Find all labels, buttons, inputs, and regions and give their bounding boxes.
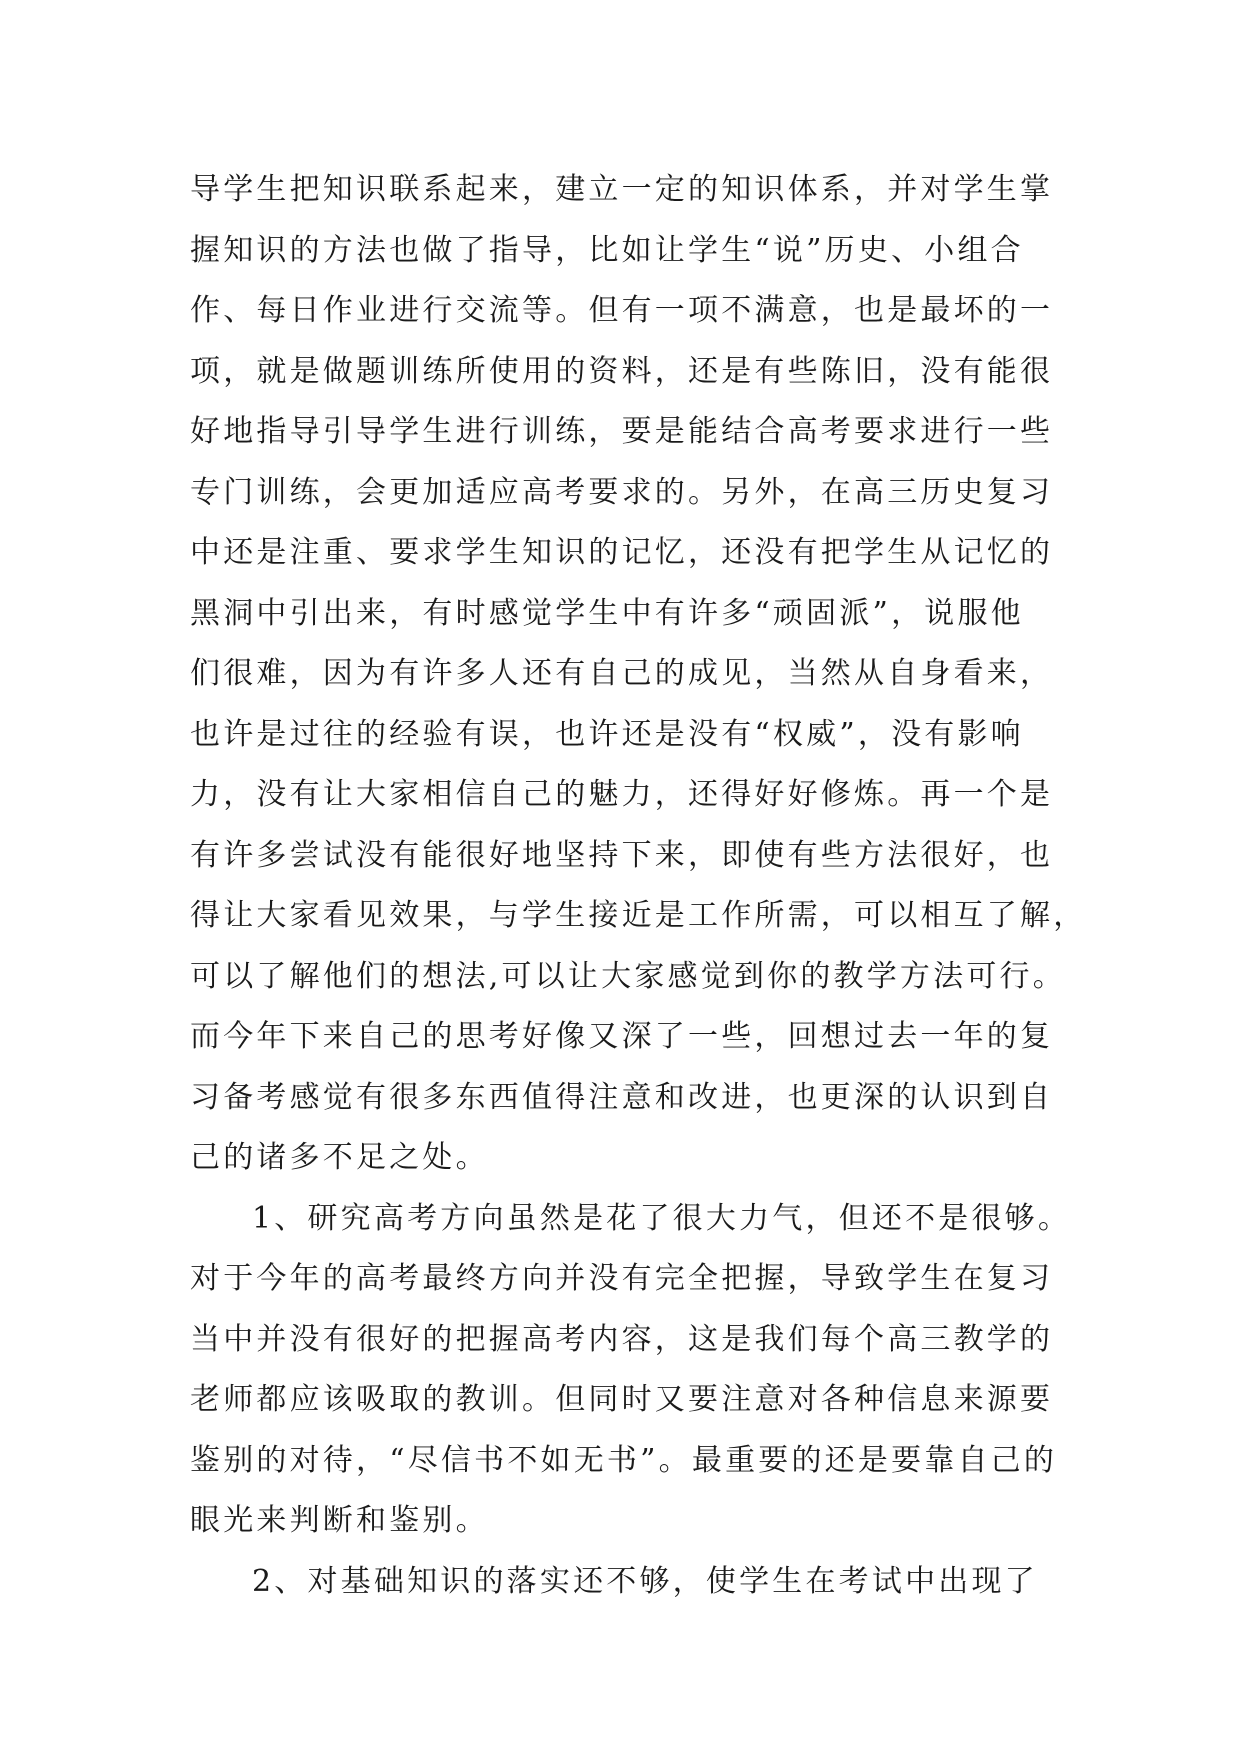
text-line: 好地指导引导学生进行训练，要是能结合高考要求进行一些 xyxy=(190,414,1054,449)
text-line: 而今年下来自己的思考好像又深了一些，回想过去一年的复 xyxy=(190,1019,1054,1054)
text-line: 当中并没有很好的把握高考内容，这是我们每个高三教学的 xyxy=(190,1321,1054,1357)
text-line: 习备考感觉有很多东西值得注意和改进，也更深的认识到自 xyxy=(190,1079,1054,1115)
text-line: 有许多尝试没有能很好地坚持下来，即使有些方法很好，也 xyxy=(190,837,1054,873)
text-line: 导学生把知识联系起来，建立一定的知识体系，并对学生掌 xyxy=(190,172,1054,207)
text-line: 作、每日作业进行交流等。但有一项不满意，也是最坏的一 xyxy=(190,293,1054,328)
text-line: 可以了解他们的想法,可以让大家感觉到你的教学方法可行。 xyxy=(190,958,1066,994)
text-line: 眼光来判断和鉴别。 xyxy=(190,1503,489,1538)
text-line: 2、对基础知识的落实还不够，使学生在考试中出现了 xyxy=(252,1563,1038,1599)
text-line: 黑洞中引出来，有时感觉学生中有许多“顽固派”，说服他 xyxy=(190,595,1024,631)
text-line: 中还是注重、要求学生知识的记忆，还没有把学生从记忆的 xyxy=(190,535,1054,570)
text-line: 对于今年的高考最终方向并没有完全把握，导致学生在复习 xyxy=(190,1261,1054,1296)
text-line: 老师都应该吸取的教训。但同时又要注意对各种信息来源要 xyxy=(190,1382,1054,1417)
text-line: 力，没有让大家相信自己的魅力，还得好好修炼。再一个是 xyxy=(190,777,1054,812)
text-line: 们很难，因为有许多人还有自己的成见，当然从自身看来， xyxy=(190,656,1054,691)
text-line: 鉴别的对待，“尽信书不如无书”。最重要的还是要靠自己的 xyxy=(190,1442,1058,1478)
text-line: 己的诸多不足之处。 xyxy=(190,1140,489,1175)
text-line: 握知识的方法也做了指导，比如让学生“说”历史、小组合 xyxy=(190,232,1024,268)
text-line: 专门训练，会更加适应高考要求的。另外，在高三历史复习 xyxy=(190,474,1054,510)
text-line: 也许是过往的经验有误，也许还是没有“权威”，没有影响 xyxy=(190,716,1024,752)
text-line: 得让大家看见效果，与学生接近是工作所需，可以相互了解， xyxy=(190,898,1087,933)
body-text xyxy=(190,160,1087,1612)
text-line: 1、研究高考方向虽然是花了很大力气，但还不是很够。 xyxy=(252,1200,1072,1236)
text-line: 项，就是做题训练所使用的资料，还是有些陈旧，没有能很 xyxy=(190,353,1054,389)
